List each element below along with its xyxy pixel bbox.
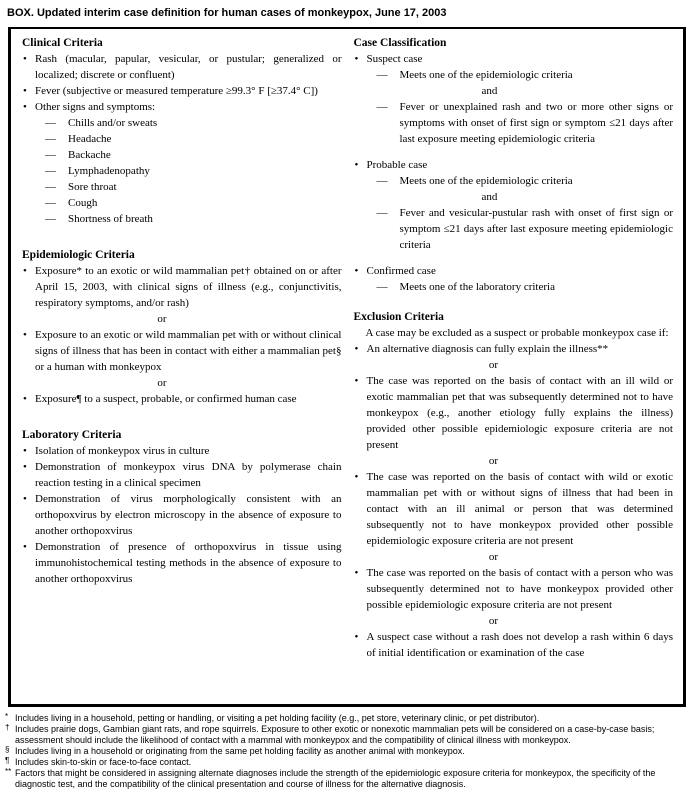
footnote-marker: *	[5, 712, 9, 721]
symptom-item	[22, 131, 342, 147]
item-text: Sore throat	[68, 181, 117, 193]
item-text: Fever or unexplained rash and two or more other signs or symptoms with onset of first sign or symptom ≤21 days after last exposure meeting epidemiologic criteria	[399, 101, 673, 145]
conjunction-and: and	[481, 191, 498, 203]
section-heading: Case Classification	[353, 37, 447, 49]
symptom-item	[22, 179, 342, 195]
item-text: Suspect case	[366, 53, 423, 65]
bullet-marker: •	[354, 631, 359, 643]
section-heading: Clinical Criteria	[22, 37, 103, 49]
bullet-marker: •	[354, 471, 359, 483]
criteria-item	[354, 173, 674, 189]
list-item	[354, 565, 674, 613]
dash-marker: —	[45, 165, 56, 177]
conjunction-or: or	[488, 455, 499, 467]
bullet-marker: •	[354, 265, 359, 277]
conjunction-or: or	[488, 551, 499, 563]
bullet-marker: •	[23, 461, 27, 473]
section-case-classification	[354, 35, 674, 295]
item-text: Probable case	[366, 159, 428, 171]
list-item	[354, 373, 674, 453]
dash-marker: —	[45, 149, 56, 161]
bullet-marker: •	[354, 53, 359, 65]
symptom-item	[22, 195, 342, 211]
bullet-marker: •	[23, 445, 27, 457]
item-text: Lymphadenopathy	[68, 165, 150, 177]
item-text: A suspect case without a rash does not develop a rash within 6 days of initial identification or examination of the case	[366, 631, 673, 659]
list-item	[22, 539, 342, 587]
list-item	[22, 83, 342, 99]
item-text: The case was reported on the basis of contact with a person who was subsequently determined not to have monkeypox provided other possible epidemiologic exposure criteria are not present	[366, 567, 673, 611]
footnote-text: Includes prairie dogs, Gambian giant rats, and rope squirrels. Exposure to other exotic or nonexotic mammalian pets will be considered on a case-by-case basis; assessment should include the likelihood of contact with a mammal with monkeypox and the compatibility of clinical illness with monkeypox.	[15, 724, 655, 745]
criteria-item	[354, 67, 674, 83]
footnote	[5, 768, 690, 790]
item-text: The case was reported on the basis of contact with an ill wild or exotic mammalian pet that was subsequently determined not to have monkeypox (e.g., another etiology fully explains the illness) provided other possible epidemiologic exposure criteria are not present	[366, 375, 673, 451]
symptom-item	[22, 211, 342, 227]
dash-marker: —	[376, 101, 388, 113]
list-item	[354, 157, 674, 173]
footnote	[5, 713, 690, 724]
left-column	[22, 35, 342, 696]
conjunction-or: or	[157, 313, 167, 325]
bullet-marker: •	[23, 541, 27, 553]
bullet-marker: •	[354, 159, 359, 171]
bullet-marker: •	[23, 265, 27, 277]
item-text: Meets one of the laboratory criteria	[399, 281, 555, 293]
item-text: Other signs and symptoms:	[35, 101, 156, 113]
footnotes	[5, 713, 690, 790]
item-text: Demonstration of presence of orthopoxvirus in tissue using immunohistochemical testing methods in the absence of exposure to another orthopoxvirus	[35, 541, 342, 585]
section-heading: Exclusion Criteria	[353, 311, 444, 323]
dash-marker: —	[45, 181, 56, 193]
conjunction-or: or	[157, 377, 167, 389]
classification-group-probable	[354, 157, 674, 253]
item-text: Fever (subjective or measured temperature ≥99.3° F [≥37.4° C])	[35, 85, 318, 97]
item-text: Meets one of the epidemiologic criteria	[399, 175, 573, 187]
item-text: An alternative diagnosis can fully explain the illness**	[366, 343, 609, 355]
item-text: Exposure to an exotic or wild mammalian pet with or without clinical signs of illness that has been in contact with either a mammalian pet§ or a human with monkeypox	[35, 329, 342, 373]
symptom-item	[22, 115, 342, 131]
classification-group-confirmed	[354, 263, 674, 295]
list-item	[22, 327, 342, 375]
list-item	[22, 51, 342, 83]
footnote-text: Factors that might be considered in assigning alternate diagnoses include the strength of the epidemiologic exposure criteria for monkeypox, the specificity of the diagnostic test, and the compatibility of the clinical presentation and course of illness for the alternative diagnosis.	[15, 768, 656, 789]
item-text: Exposure* to an exotic or wild mammalian pet† obtained on or after April 15, 2003, with clinical signs of illness (e.g., conjunctivitis, respiratory symptoms, and/or rash)	[35, 265, 342, 309]
exclusion-intro: A case may be excluded as a suspect or probable monkeypox case if:	[365, 327, 669, 339]
box-caption: BOX. Updated interim case definition for human cases of monkeypox, June 17, 2003	[7, 7, 447, 19]
bullet-marker: •	[23, 329, 27, 341]
bullet-marker: •	[23, 101, 27, 113]
section-heading: Epidemiologic Criteria	[22, 249, 135, 261]
dash-marker: —	[45, 197, 56, 209]
dash-marker: —	[45, 117, 56, 129]
list-item	[22, 459, 342, 491]
dash-marker: —	[45, 133, 56, 145]
footnote-marker: ¶	[5, 756, 10, 765]
bullet-marker: •	[23, 393, 27, 405]
footnote-text: Includes living in a household, petting or handling, or visiting a pet holding facility (e.g., pet store, veterinary clinic, or pet distributor).	[15, 713, 540, 723]
symptom-item	[22, 147, 342, 163]
list-item	[354, 341, 674, 357]
item-text: The case was reported on the basis of contact with wild or exotic mammalian pet with or without signs of illness that had been in contact with an ill animal or person that was determined subsequently not to have monkeypox provided other possible epidemiologic exposure criteria are not present	[366, 471, 673, 547]
item-text: Headache	[68, 133, 112, 145]
item-text: Demonstration of virus morphologically consistent with an orthopoxvirus by electron microscopy in the absence of exposure to another orthopoxvirus	[35, 493, 342, 537]
list-item	[22, 99, 342, 115]
footnote-text: Includes living in a household or originating from the same pet holding facility as another animal with monkeypox.	[15, 746, 465, 756]
section-laboratory-criteria	[22, 427, 342, 587]
right-column	[354, 35, 674, 696]
list-item	[354, 469, 674, 549]
symptom-item	[22, 163, 342, 179]
conjunction-and: and	[481, 85, 498, 97]
criteria-item	[354, 205, 674, 253]
item-text: Demonstration of monkeypox virus DNA by polymerase chain reaction testing in a clinical specimen	[35, 461, 342, 489]
bullet-marker: •	[354, 567, 359, 579]
item-text: Backache	[68, 149, 111, 161]
item-text: Shortness of breath	[68, 213, 153, 225]
criteria-item	[354, 279, 674, 295]
list-item	[22, 263, 342, 311]
item-text: Fever and vesicular-pustular rash with onset of first sign or symptom ≤21 days after last exposure meeting epidemiologic criteria	[399, 207, 673, 251]
list-item	[354, 629, 674, 661]
list-item	[22, 391, 342, 407]
bullet-marker: •	[23, 493, 27, 505]
footnote	[5, 746, 690, 757]
dash-marker: —	[45, 213, 56, 225]
item-text: Meets one of the epidemiologic criteria	[399, 69, 573, 81]
list-item	[354, 51, 674, 67]
item-text: Cough	[68, 197, 98, 209]
list-item	[354, 263, 674, 279]
item-text: Chills and/or sweats	[68, 117, 158, 129]
item-text: Exposure¶ to a suspect, probable, or confirmed human case	[35, 393, 297, 405]
conjunction-or: or	[488, 359, 499, 371]
definition-box	[8, 27, 686, 707]
item-text: Rash (macular, papular, vesicular, or pustular; generalized or localized; discrete or confluent)	[35, 53, 342, 81]
list-item	[22, 443, 342, 459]
bullet-marker: •	[23, 85, 27, 97]
section-clinical-criteria	[22, 35, 342, 227]
section-epidemiologic-criteria	[22, 247, 342, 407]
section-heading: Laboratory Criteria	[22, 429, 122, 441]
classification-group-suspect	[354, 51, 674, 147]
item-text: Confirmed case	[366, 265, 436, 277]
footnote	[5, 724, 690, 746]
dash-marker: —	[376, 207, 388, 219]
footnote-text: Includes skin-to-skin or face-to-face contact.	[15, 757, 192, 767]
conjunction-or: or	[488, 615, 499, 627]
dash-marker: —	[376, 175, 388, 187]
footnote	[5, 757, 690, 768]
bullet-marker: •	[354, 375, 359, 387]
dash-marker: —	[376, 69, 388, 81]
dash-marker: —	[376, 281, 388, 293]
bullet-marker: •	[354, 343, 359, 355]
bullet-marker: •	[23, 53, 27, 65]
footnote-marker: §	[5, 745, 10, 754]
section-exclusion-criteria	[354, 309, 674, 661]
footnote-marker: †	[5, 723, 10, 732]
criteria-item	[354, 99, 674, 147]
list-item	[22, 491, 342, 539]
item-text: Isolation of monkeypox virus in culture	[35, 445, 210, 457]
footnote-marker: **	[5, 767, 12, 776]
